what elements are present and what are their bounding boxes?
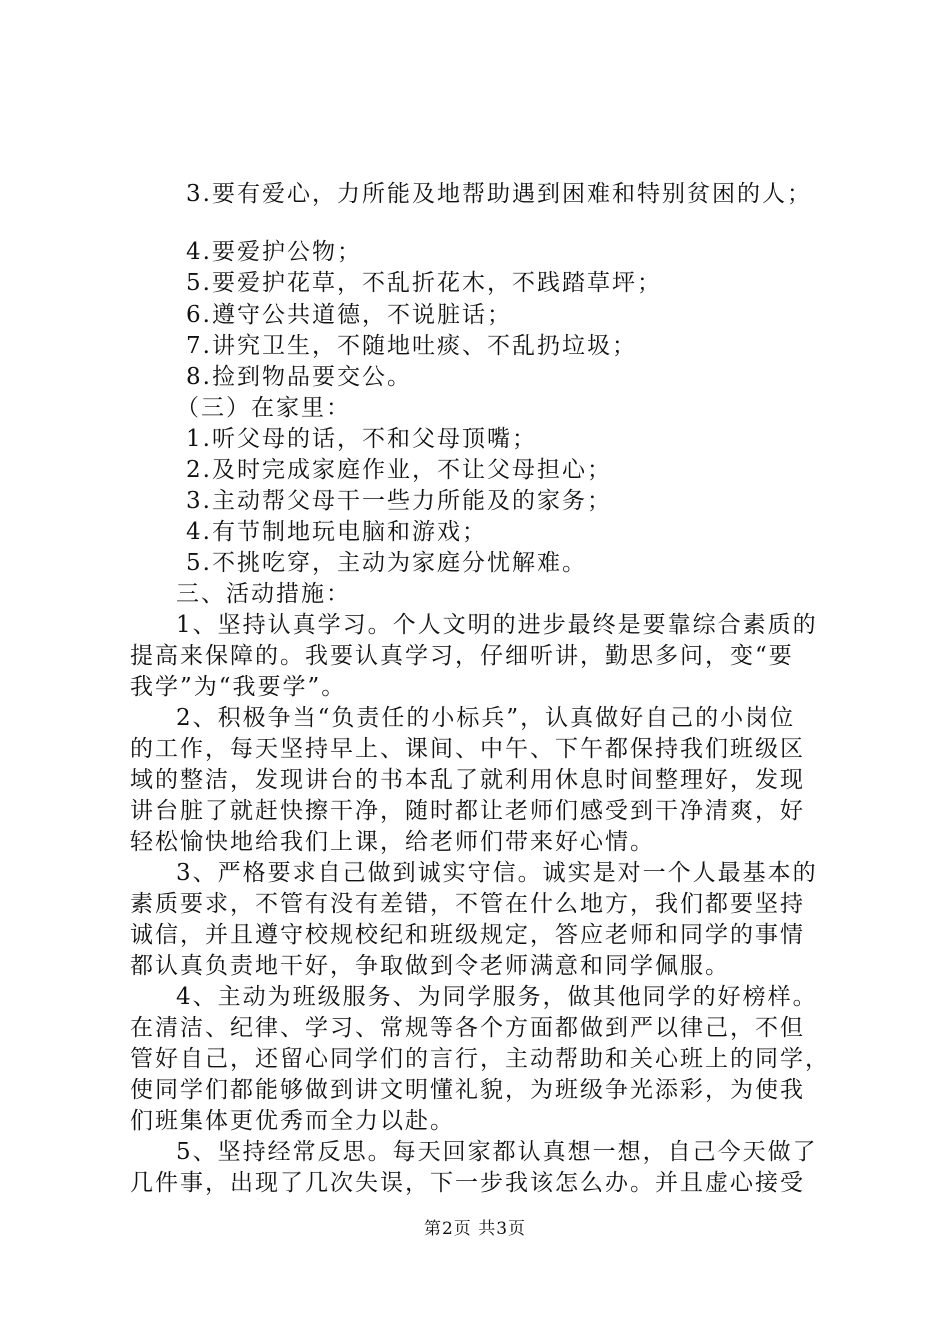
paragraph-line: 使同学们都能够做到讲文明懂礼貌，为班级争光添彩，为使我: [130, 1077, 805, 1103]
paragraph-line: 我学”为“我要学”。: [130, 674, 347, 700]
paragraph-line: 管好自己，还留心同学们的言行，主动帮助和关心班上的同学，: [130, 1046, 830, 1072]
list-item: 4.要爱护公物；: [186, 239, 362, 265]
list-item: 8.捡到物品要交公。: [186, 364, 412, 390]
list-item: 6.遵守公共道德，不说脏话；: [186, 302, 512, 328]
page-number-footer: 第2页 共3页: [423, 1219, 527, 1239]
list-item: 7.讲究卫生，不随地吐痰、不乱扔垃圾；: [186, 333, 637, 359]
paragraph-line: 讲台脏了就赶快擦干净，随时都让老师们感受到干净清爽，好: [130, 798, 805, 824]
list-item: 4.有节制地玩电脑和游戏；: [186, 519, 487, 545]
list-item: 3.要有爱心，力所能及地帮助遇到困难和特别贫困的人；: [186, 181, 812, 207]
paragraph-line: 提高来保障的。我要认真学习，仔细听讲，勤思多问，变“要: [130, 643, 794, 669]
home-rules-heading: （三）在家里：: [176, 395, 351, 421]
list-item: 5.要爱护花草，不乱折花木，不践踏草坪；: [186, 270, 662, 296]
paragraph-line: 诚信，并且遵守校规校纪和班级规定，答应老师和同学的事情: [130, 922, 805, 948]
list-item: 5.不挑吃穿，主动为家庭分忧解难。: [186, 550, 587, 576]
list-item: 1.听父母的话，不和父母顶嘴；: [186, 426, 537, 452]
list-item: 3.主动帮父母干一些力所能及的家务；: [186, 488, 612, 514]
paragraph-line: 1、坚持认真学习。个人文明的进步最终是要靠综合素质的: [176, 612, 818, 638]
paragraph-line: 域的整洁，发现讲台的书本乱了就利用休息时间整理好，发现: [130, 767, 805, 793]
paragraph-line: 轻松愉快地给我们上课，给老师们带来好心情。: [130, 829, 655, 855]
paragraph-line: 2、积极争当“负责任的小标兵”，认真做好自己的小岗位: [176, 705, 796, 731]
paragraph-line: 的工作，每天坚持早上、课间、中午、下午都保持我们班级区: [130, 736, 805, 762]
paragraph-line: 们班集体更优秀而全力以赴。: [130, 1108, 455, 1134]
list-item: 2.及时完成家庭作业，不让父母担心；: [186, 457, 612, 483]
paragraph-line: 3、严格要求自己做到诚实守信。诚实是对一个人最基本的: [176, 860, 818, 886]
paragraph-line: 4、主动为班级服务、为同学服务，做其他同学的好榜样。: [176, 984, 818, 1010]
paragraph-line: 几件事，出现了几次失误，下一步我该怎么办。并且虚心接受: [130, 1170, 805, 1196]
paragraph-line: 素质要求，不管有没有差错，不管在什么地方，我们都要坚持: [130, 891, 805, 917]
paragraph-line: 5、坚持经常反思。每天回家都认真想一想，自己今天做了: [176, 1139, 818, 1165]
paragraph-line: 都认真负责地干好，争取做到令老师满意和同学佩服。: [130, 953, 730, 979]
measures-heading: 三、活动措施：: [176, 581, 351, 607]
paragraph-line: 在清洁、纪律、学习、常规等各个方面都做到严以律己，不但: [130, 1015, 805, 1041]
